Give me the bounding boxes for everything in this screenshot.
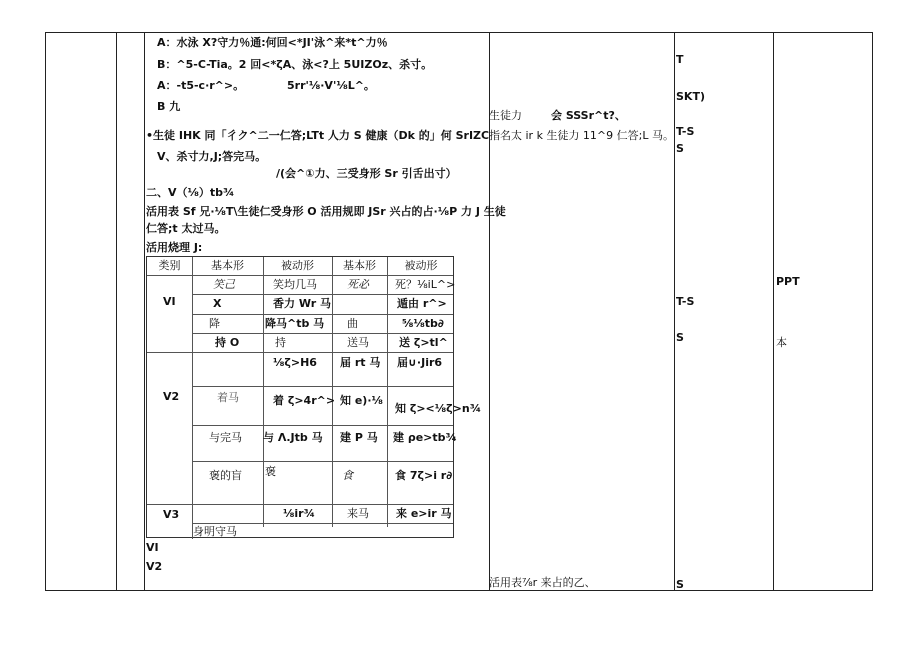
instruction-line-3: /(会^①力、三受身形 Sr 引舌出寸）	[276, 167, 457, 180]
table-cell: 笑均几马	[273, 278, 317, 291]
table-cell: X	[213, 297, 222, 310]
table-cell: 遁由 r^>	[397, 297, 447, 310]
header-passive-form: 被动形	[281, 259, 314, 272]
table-cell: 褒	[265, 465, 276, 478]
table-cell: 食	[342, 469, 353, 482]
dialog-line-a1: A：水泳 X?守力％通:何回<*JI'泳^来*t^力％	[157, 36, 388, 49]
table-cell: ⅛ζ>H6	[273, 356, 317, 369]
category-v1: VI	[163, 295, 176, 308]
dialog-line-a2-tail: 5rr'⅛·V'⅛L^。	[287, 79, 375, 92]
column-divider	[773, 33, 774, 590]
media-label-book: 本	[776, 336, 787, 349]
table-cell: 香力 Wr 马	[273, 297, 332, 310]
dialog-line-a2: A：-t5-c·r^>。	[157, 79, 245, 92]
column-divider	[144, 33, 145, 590]
step-label: SKT)	[676, 90, 705, 103]
table-cell: 届 rt 马	[340, 356, 381, 369]
table-cell: 与完马	[209, 431, 242, 444]
table-cell: 届∪·Jir6	[397, 356, 443, 369]
table-cell: 着 ζ>4r^>	[273, 394, 336, 407]
middle-line-1a: 生徒力	[489, 109, 522, 122]
header-passive-form-2: 被动形	[404, 259, 438, 272]
header-category: 类别	[158, 259, 181, 272]
column-divider	[674, 33, 675, 590]
header-base-form: 基本形	[211, 259, 244, 272]
step-label: S	[676, 142, 684, 155]
middle-line-2: 指名太 ir k 生徒力 11^9 仁答;L 马。	[489, 129, 674, 142]
table-cell: 曲	[347, 317, 358, 330]
table-cell: 送 ζ>tl^	[399, 336, 448, 349]
table-cell: 与 Λ.Jtb 马	[263, 431, 323, 444]
table-cell: 送马	[347, 336, 369, 349]
header-base-form-2: 基本形	[343, 259, 376, 272]
step-label: T	[676, 53, 684, 66]
step-label: S	[676, 331, 684, 344]
table-cell: 持 O	[215, 336, 240, 349]
instruction-line-4: 活用表 Sf 兄·⅛T\生徒仁受身形 O 活用规即 JSr 兴占的占·⅛P 力 J 生徒	[146, 205, 506, 218]
table-cell: 降马^tb 马	[265, 317, 325, 330]
table-cell: 建 ρe>tb¾	[393, 431, 457, 444]
instruction-line-1: •生徒 IHK 同「彳ク^二一仁答;LTt 人力 S 健康（Dk 的」何 SrIZC	[146, 129, 490, 142]
table-cell: ⅝⅛tb∂	[402, 317, 444, 330]
table-cell: 降	[209, 317, 220, 330]
table-cell: 笑己	[213, 278, 235, 291]
middle-bottom-line: 活用表⅞r 来占的乙、	[489, 576, 596, 589]
step-label: T-S	[676, 295, 695, 308]
table-cell: 知 ζ><⅛ζ>n¾	[395, 402, 482, 415]
step-label: T-S	[676, 125, 695, 138]
table-cell: 着马	[217, 391, 239, 404]
category-v2: V2	[163, 390, 180, 403]
table-cell: 身明守马	[193, 525, 237, 538]
dialog-line-b2: B 九	[157, 100, 181, 113]
conjugation-table	[146, 256, 482, 538]
table-cell: 持	[275, 336, 286, 349]
step-label: S	[676, 578, 684, 591]
section-heading: 二、V（⅛）tb¾	[146, 186, 235, 199]
table-cell: 建 P 马	[340, 431, 378, 444]
table-cell: 知 e)·⅛	[340, 394, 383, 407]
table-cell: 死必	[347, 278, 369, 291]
table-caption: 活用烧理 J:	[146, 241, 203, 254]
table-cell: 来马	[347, 507, 369, 520]
table-cell: 褒的盲	[209, 469, 242, 482]
below-table-v2: V2	[146, 560, 163, 573]
instruction-line-2: V、杀寸力,J;答完马。	[157, 150, 267, 163]
table-cell: 死？⅛iL^>	[395, 278, 456, 291]
table-cell: ⅛ir¾	[283, 507, 315, 520]
dialog-line-b1: B：^5-C-Tia。2 回<*ζA、泳<?上 5UIZOz、杀寸。	[157, 58, 433, 71]
column-divider	[116, 33, 117, 590]
table-cell: 食 7ζ>i r∂	[395, 469, 453, 482]
table-cell: 来 e>ir 马	[396, 507, 452, 520]
instruction-line-5: 仁答;t 太过马。	[146, 222, 226, 235]
below-table-v1: VI	[146, 541, 159, 554]
media-label-ppt: PPT	[776, 275, 800, 288]
category-v3: V3	[163, 508, 180, 521]
middle-line-1b: 会 SSSr^t?、	[551, 109, 626, 122]
